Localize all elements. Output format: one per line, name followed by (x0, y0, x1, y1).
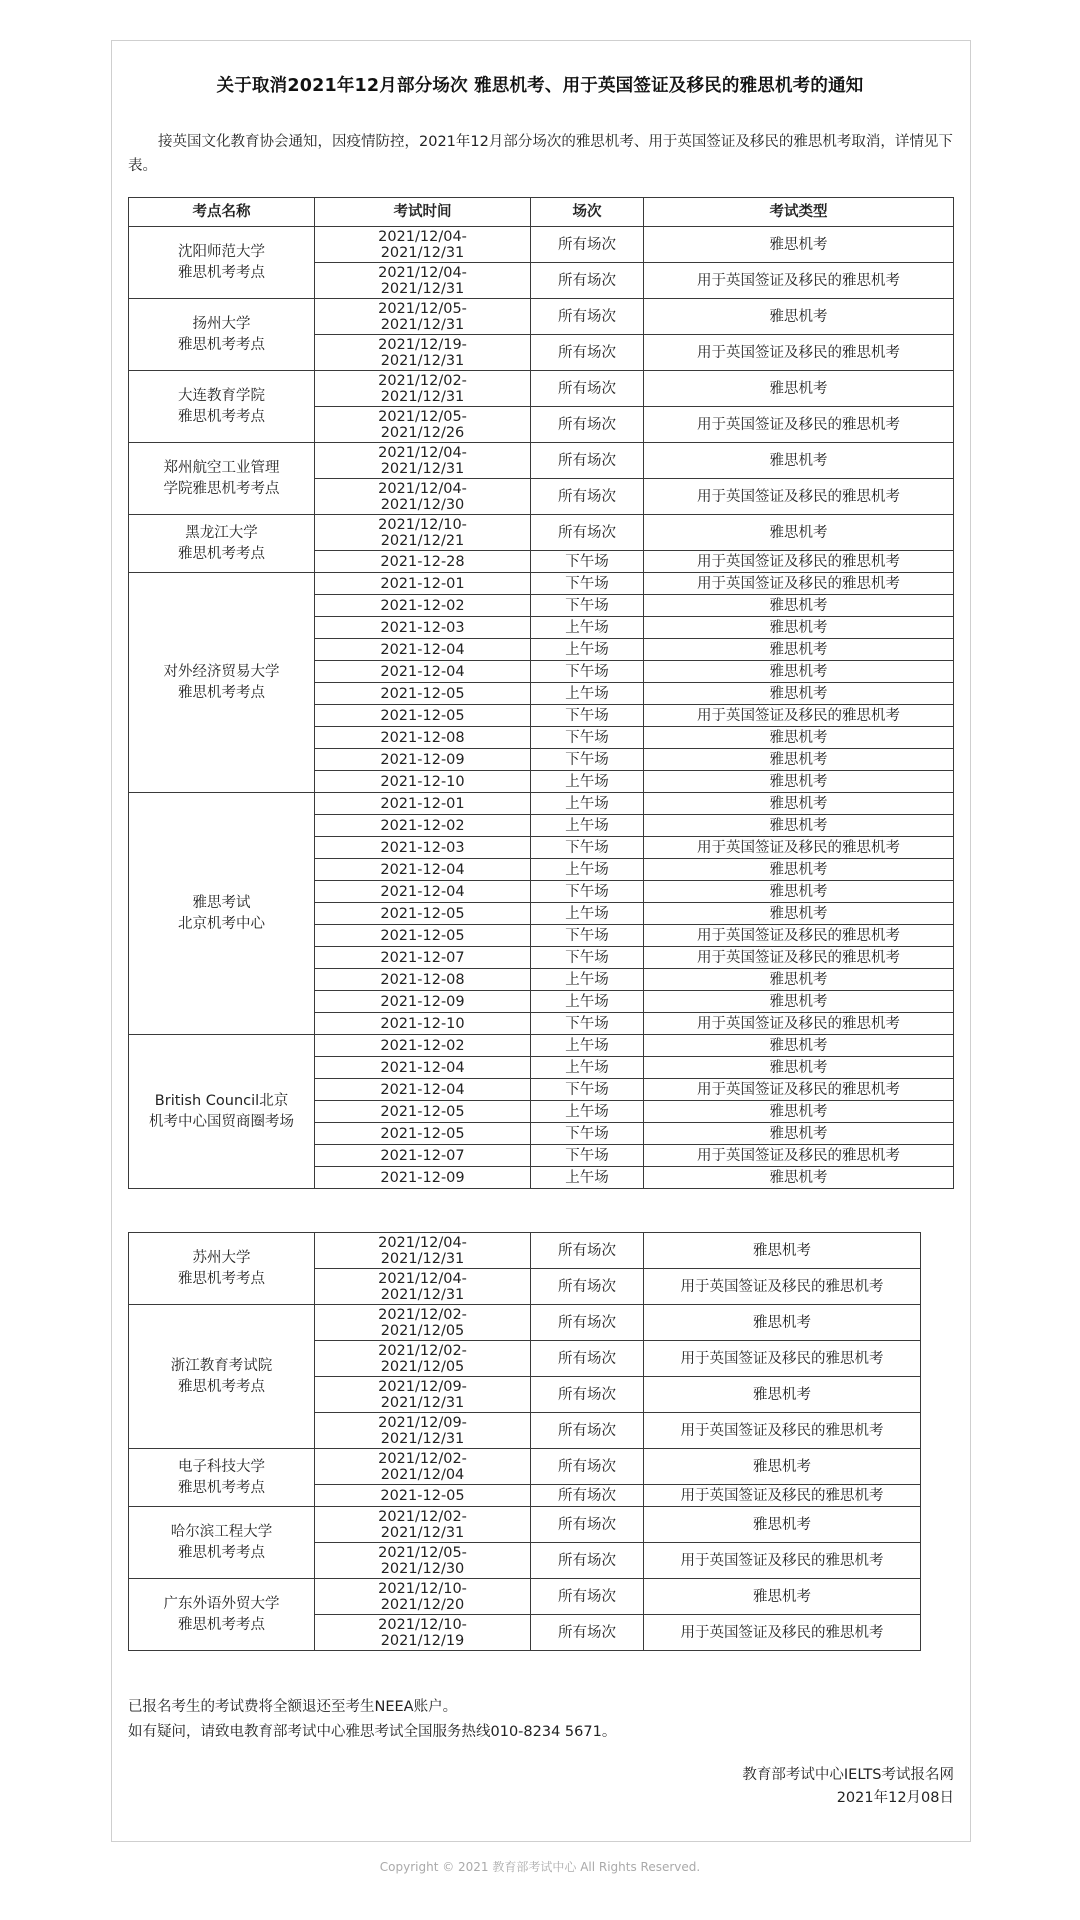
type-cell: 用于英国签证及移民的雅思机考 (644, 1413, 921, 1449)
session-cell: 所有场次 (531, 1615, 644, 1651)
type-cell: 雅思机考 (644, 617, 954, 639)
session-cell: 上午场 (531, 859, 644, 881)
table-row (129, 793, 954, 815)
type-cell: 用于英国签证及移民的雅思机考 (644, 551, 954, 573)
session-cell: 所有场次 (531, 1579, 644, 1615)
type-cell: 雅思机考 (644, 515, 954, 551)
date-cell: 2021-12-02 (315, 595, 531, 617)
type-cell: 雅思机考 (644, 1233, 921, 1269)
issue-date: 2021年12月08日 (836, 1790, 954, 1806)
venue-name-cell: 对外经济贸易大学 雅思机考考点 (129, 573, 315, 793)
date-cell: 2021-12-28 (315, 551, 531, 573)
type-cell: 用于英国签证及移民的雅思机考 (644, 479, 954, 515)
date-cell: 2021/12/05- 2021/12/26 (315, 407, 531, 443)
table-row (129, 299, 954, 335)
type-cell: 雅思机考 (644, 749, 954, 771)
venue-name-cell: British Council北京 机考中心国贸商圈考场 (129, 1035, 315, 1189)
date-cell: 2021/12/09- 2021/12/31 (315, 1413, 531, 1449)
date-cell: 2021/12/02- 2021/12/04 (315, 1449, 531, 1485)
venue-name-cell: 雅思考试 北京机考中心 (129, 793, 315, 1035)
type-cell: 雅思机考 (644, 595, 954, 617)
cancellation-table (128, 197, 954, 1189)
date-cell: 2021-12-09 (315, 1167, 531, 1189)
venue-name-cell: 广东外语外贸大学 雅思机考考点 (129, 1579, 315, 1651)
type-cell: 用于英国签证及移民的雅思机考 (644, 263, 954, 299)
type-cell: 用于英国签证及移民的雅思机考 (644, 335, 954, 371)
type-cell: 雅思机考 (644, 793, 954, 815)
session-cell: 所有场次 (531, 1507, 644, 1543)
venue-name-cell: 扬州大学 雅思机考考点 (129, 299, 315, 371)
type-cell: 用于英国签证及移民的雅思机考 (644, 1145, 954, 1167)
date-cell: 2021-12-09 (315, 991, 531, 1013)
header-venue: 考点名称 (129, 198, 315, 227)
venue-name-cell: 黑龙江大学 雅思机考考点 (129, 515, 315, 573)
venue-name-cell: 电子科技大学 雅思机考考点 (129, 1449, 315, 1507)
table-row (129, 443, 954, 479)
date-cell: 2021/12/09- 2021/12/31 (315, 1377, 531, 1413)
type-cell: 用于英国签证及移民的雅思机考 (644, 947, 954, 969)
table-row (129, 515, 954, 551)
date-cell: 2021-12-04 (315, 881, 531, 903)
type-cell: 用于英国签证及移民的雅思机考 (644, 705, 954, 727)
type-cell: 雅思机考 (644, 859, 954, 881)
session-cell: 下午场 (531, 551, 644, 573)
session-cell: 所有场次 (531, 1377, 644, 1413)
type-cell: 用于英国签证及移民的雅思机考 (644, 1013, 954, 1035)
date-cell: 2021-12-03 (315, 617, 531, 639)
date-cell: 2021/12/04- 2021/12/31 (315, 443, 531, 479)
session-cell: 下午场 (531, 749, 644, 771)
date-cell: 2021-12-04 (315, 859, 531, 881)
date-cell: 2021-12-03 (315, 837, 531, 859)
session-cell: 所有场次 (531, 263, 644, 299)
session-cell: 下午场 (531, 1013, 644, 1035)
session-cell: 下午场 (531, 1123, 644, 1145)
date-cell: 2021-12-05 (315, 1123, 531, 1145)
type-cell: 雅思机考 (644, 727, 954, 749)
type-cell: 用于英国签证及移民的雅思机考 (644, 1341, 921, 1377)
session-cell: 下午场 (531, 573, 644, 595)
refund-note: 已报名考生的考试费将全额退还至考生NEEA账户。 (128, 1699, 458, 1715)
date-cell: 2021/12/04- 2021/12/30 (315, 479, 531, 515)
type-cell: 用于英国签证及移民的雅思机考 (644, 1269, 921, 1305)
date-cell: 2021-12-10 (315, 771, 531, 793)
date-cell: 2021/12/05- 2021/12/31 (315, 299, 531, 335)
notice-intro: 接英国文化教育协会通知，因疫情防控，2021年12月部分场次的雅思机考、用于英国签证及移民的雅思机考取消，详情见下表。 (128, 134, 953, 174)
date-cell: 2021/12/04- 2021/12/31 (315, 1269, 531, 1305)
date-cell: 2021/12/04- 2021/12/31 (315, 263, 531, 299)
table-row (129, 1449, 921, 1485)
session-cell: 所有场次 (531, 1485, 644, 1507)
type-cell: 雅思机考 (644, 1123, 954, 1145)
date-cell: 2021/12/10- 2021/12/21 (315, 515, 531, 551)
type-cell: 用于英国签证及移民的雅思机考 (644, 573, 954, 595)
type-cell: 雅思机考 (644, 991, 954, 1013)
date-cell: 2021-12-01 (315, 573, 531, 595)
venue-name-cell: 大连教育学院 雅思机考考点 (129, 371, 315, 443)
type-cell: 用于英国签证及移民的雅思机考 (644, 407, 954, 443)
date-cell: 2021-12-05 (315, 1485, 531, 1507)
type-cell: 雅思机考 (644, 661, 954, 683)
type-cell: 雅思机考 (644, 903, 954, 925)
session-cell: 下午场 (531, 881, 644, 903)
date-cell: 2021-12-04 (315, 661, 531, 683)
session-cell: 下午场 (531, 1145, 644, 1167)
session-cell: 所有场次 (531, 227, 644, 263)
session-cell: 上午场 (531, 1057, 644, 1079)
type-cell: 雅思机考 (644, 299, 954, 335)
type-cell: 雅思机考 (644, 683, 954, 705)
date-cell: 2021-12-02 (315, 1035, 531, 1057)
issuer-signature: 教育部考试中心IELTS考试报名网 (742, 1767, 954, 1783)
session-cell: 所有场次 (531, 515, 644, 551)
copyright: Copyright © 2021 教育部考试中心 All Rights Reserved. (379, 1860, 701, 1874)
date-cell: 2021-12-05 (315, 1101, 531, 1123)
session-cell: 所有场次 (531, 299, 644, 335)
date-cell: 2021/12/02- 2021/12/05 (315, 1341, 531, 1377)
date-cell: 2021/12/05- 2021/12/30 (315, 1543, 531, 1579)
type-cell: 用于英国签证及移民的雅思机考 (644, 1543, 921, 1579)
date-cell: 2021-12-01 (315, 793, 531, 815)
table-row (129, 1579, 921, 1615)
date-cell: 2021/12/04- 2021/12/31 (315, 227, 531, 263)
type-cell: 雅思机考 (644, 881, 954, 903)
date-cell: 2021-12-07 (315, 947, 531, 969)
table-row (129, 1035, 954, 1057)
session-cell: 上午场 (531, 1167, 644, 1189)
type-cell: 雅思机考 (644, 1101, 954, 1123)
date-cell: 2021/12/19- 2021/12/31 (315, 335, 531, 371)
notice-title: 关于取消2021年12月部分场次 雅思机考、用于英国签证及移民的雅思机考的通知 (216, 76, 864, 96)
date-cell: 2021-12-04 (315, 1079, 531, 1101)
date-cell: 2021/12/04- 2021/12/31 (315, 1233, 531, 1269)
session-cell: 下午场 (531, 837, 644, 859)
session-cell: 所有场次 (531, 1233, 644, 1269)
session-cell: 下午场 (531, 661, 644, 683)
header-type: 考试类型 (644, 198, 954, 227)
table-header-row (129, 198, 954, 227)
type-cell: 雅思机考 (644, 371, 954, 407)
cancellation-table-continued (128, 1232, 921, 1651)
session-cell: 所有场次 (531, 1449, 644, 1485)
type-cell: 用于英国签证及移民的雅思机考 (644, 925, 954, 947)
table-row (129, 573, 954, 595)
venue-name-cell: 苏州大学 雅思机考考点 (129, 1233, 315, 1305)
session-cell: 上午场 (531, 969, 644, 991)
session-cell: 下午场 (531, 947, 644, 969)
date-cell: 2021/12/02- 2021/12/31 (315, 1507, 531, 1543)
date-cell: 2021-12-04 (315, 639, 531, 661)
type-cell: 雅思机考 (644, 1579, 921, 1615)
type-cell: 雅思机考 (644, 639, 954, 661)
type-cell: 雅思机考 (644, 1035, 954, 1057)
session-cell: 所有场次 (531, 1413, 644, 1449)
session-cell: 下午场 (531, 727, 644, 749)
session-cell: 所有场次 (531, 479, 644, 515)
type-cell: 雅思机考 (644, 1377, 921, 1413)
session-cell: 下午场 (531, 595, 644, 617)
contact-note: 如有疑问，请致电教育部考试中心雅思考试全国服务热线010-8234 5671。 (128, 1724, 617, 1740)
type-cell: 用于英国签证及移民的雅思机考 (644, 1485, 921, 1507)
type-cell: 雅思机考 (644, 1305, 921, 1341)
session-cell: 上午场 (531, 639, 644, 661)
date-cell: 2021-12-04 (315, 1057, 531, 1079)
venue-name-cell: 浙江教育考试院 雅思机考考点 (129, 1305, 315, 1449)
session-cell: 上午场 (531, 771, 644, 793)
session-cell: 所有场次 (531, 1543, 644, 1579)
session-cell: 所有场次 (531, 407, 644, 443)
type-cell: 雅思机考 (644, 1449, 921, 1485)
table-row (129, 1305, 921, 1341)
venue-name-cell: 哈尔滨工程大学 雅思机考考点 (129, 1507, 315, 1579)
table-row (129, 1233, 921, 1269)
date-cell: 2021/12/02- 2021/12/31 (315, 371, 531, 407)
type-cell: 雅思机考 (644, 1507, 921, 1543)
session-cell: 下午场 (531, 1079, 644, 1101)
date-cell: 2021-12-05 (315, 903, 531, 925)
session-cell: 下午场 (531, 705, 644, 727)
table-row (129, 1507, 921, 1543)
date-cell: 2021-12-05 (315, 705, 531, 727)
date-cell: 2021-12-05 (315, 925, 531, 947)
type-cell: 雅思机考 (644, 815, 954, 837)
session-cell: 上午场 (531, 991, 644, 1013)
session-cell: 上午场 (531, 683, 644, 705)
date-cell: 2021-12-10 (315, 1013, 531, 1035)
type-cell: 雅思机考 (644, 969, 954, 991)
session-cell: 上午场 (531, 903, 644, 925)
date-cell: 2021/12/10- 2021/12/20 (315, 1579, 531, 1615)
session-cell: 所有场次 (531, 1305, 644, 1341)
session-cell: 所有场次 (531, 1341, 644, 1377)
venue-name-cell: 沈阳师范大学 雅思机考考点 (129, 227, 315, 299)
venue-name-cell: 郑州航空工业管理 学院雅思机考考点 (129, 443, 315, 515)
date-cell: 2021-12-08 (315, 727, 531, 749)
header-time: 考试时间 (315, 198, 531, 227)
date-cell: 2021-12-08 (315, 969, 531, 991)
type-cell: 雅思机考 (644, 1057, 954, 1079)
date-cell: 2021-12-02 (315, 815, 531, 837)
session-cell: 所有场次 (531, 1269, 644, 1305)
date-cell: 2021-12-05 (315, 683, 531, 705)
session-cell: 上午场 (531, 617, 644, 639)
type-cell: 雅思机考 (644, 227, 954, 263)
header-session: 场次 (531, 198, 644, 227)
session-cell: 上午场 (531, 815, 644, 837)
type-cell: 用于英国签证及移民的雅思机考 (644, 1079, 954, 1101)
date-cell: 2021/12/10- 2021/12/19 (315, 1615, 531, 1651)
type-cell: 用于英国签证及移民的雅思机考 (644, 1615, 921, 1651)
session-cell: 上午场 (531, 793, 644, 815)
session-cell: 所有场次 (531, 371, 644, 407)
session-cell: 上午场 (531, 1101, 644, 1123)
session-cell: 所有场次 (531, 443, 644, 479)
table-row (129, 371, 954, 407)
type-cell: 雅思机考 (644, 1167, 954, 1189)
type-cell: 雅思机考 (644, 771, 954, 793)
session-cell: 上午场 (531, 1035, 644, 1057)
table-row (129, 227, 954, 263)
date-cell: 2021-12-07 (315, 1145, 531, 1167)
type-cell: 用于英国签证及移民的雅思机考 (644, 837, 954, 859)
session-cell: 下午场 (531, 925, 644, 947)
date-cell: 2021-12-09 (315, 749, 531, 771)
type-cell: 雅思机考 (644, 443, 954, 479)
date-cell: 2021/12/02- 2021/12/05 (315, 1305, 531, 1341)
session-cell: 所有场次 (531, 335, 644, 371)
